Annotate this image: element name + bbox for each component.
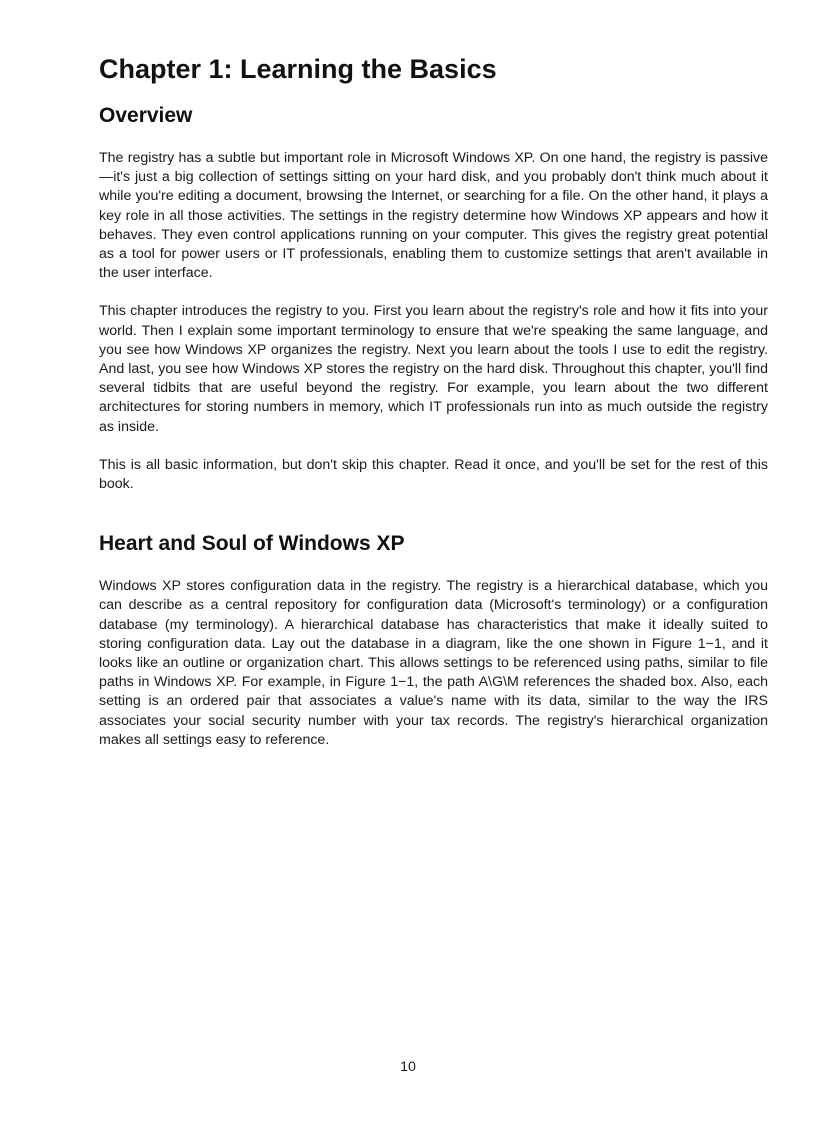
heart-and-soul-paragraph-1: Windows XP stores configuration data in the registry. The registry is a hierarchical database, which you can describe as a central repository for configuration data (Microsoft's terminology) or a configuration database (my terminology). A hierarchical database has characteristics that make it ideally suited to storing configuration data. Lay out the database in a diagram, like the one shown in Figure 1−1, and it looks like an outline or organization chart. This allows settings to be referenced using paths, similar to file paths in Windows XP. For example, in Figure 1−1, the path A\G\M references the shaded box. Also, each setting is an ordered pair that associates a value's name with its data, similar to the way the IRS associates your social security number with your tax records. The registry's hierarchical organization makes all settings easy to reference. (99, 578, 768, 748)
section-heading-heart-and-soul: Heart and Soul of Windows XP (99, 532, 405, 556)
chapter-title: Chapter 1: Learning the Basics (99, 54, 497, 84)
page-number: 10 (400, 1059, 416, 1075)
overview-paragraph-2: This chapter introduces the registry to you. First you learn about the registry's role and how it fits into your world. Then I explain some important terminology to ensure that we're speaking the same language, and you see how Windows XP organizes the registry. Next you learn about the tools I use to edit the registry. And last, you see how Windows XP stores the registry on the hard disk. Throughout this chapter, you'll find several tidbits that are useful beyond the registry. For example, you learn about the two different architectures for storing numbers in memory, which IT professionals run into as much outside the registry as inside. (99, 303, 768, 435)
overview-paragraph-1: The registry has a subtle but important role in Microsoft Windows XP. On one hand, the registry is passive—it's just a big collection of settings sitting on your hard disk, and you probably don't think much about it while you're editing a document, browsing the Internet, or searching for a file. On the other hand, it plays a key role in all those activities. The settings in the registry determine how Windows XP appears and how it behaves. They even control applications running on your computer. This gives the registry great potential as a tool for power users or IT professionals, enabling them to customize settings that aren't available in the user interface. (99, 150, 768, 282)
overview-paragraph-3: This is all basic information, but don't skip this chapter. Read it once, and you'll be set for the rest of this book. (99, 456, 768, 493)
section-heading-overview: Overview (99, 104, 193, 127)
document-page (99, 50, 768, 750)
